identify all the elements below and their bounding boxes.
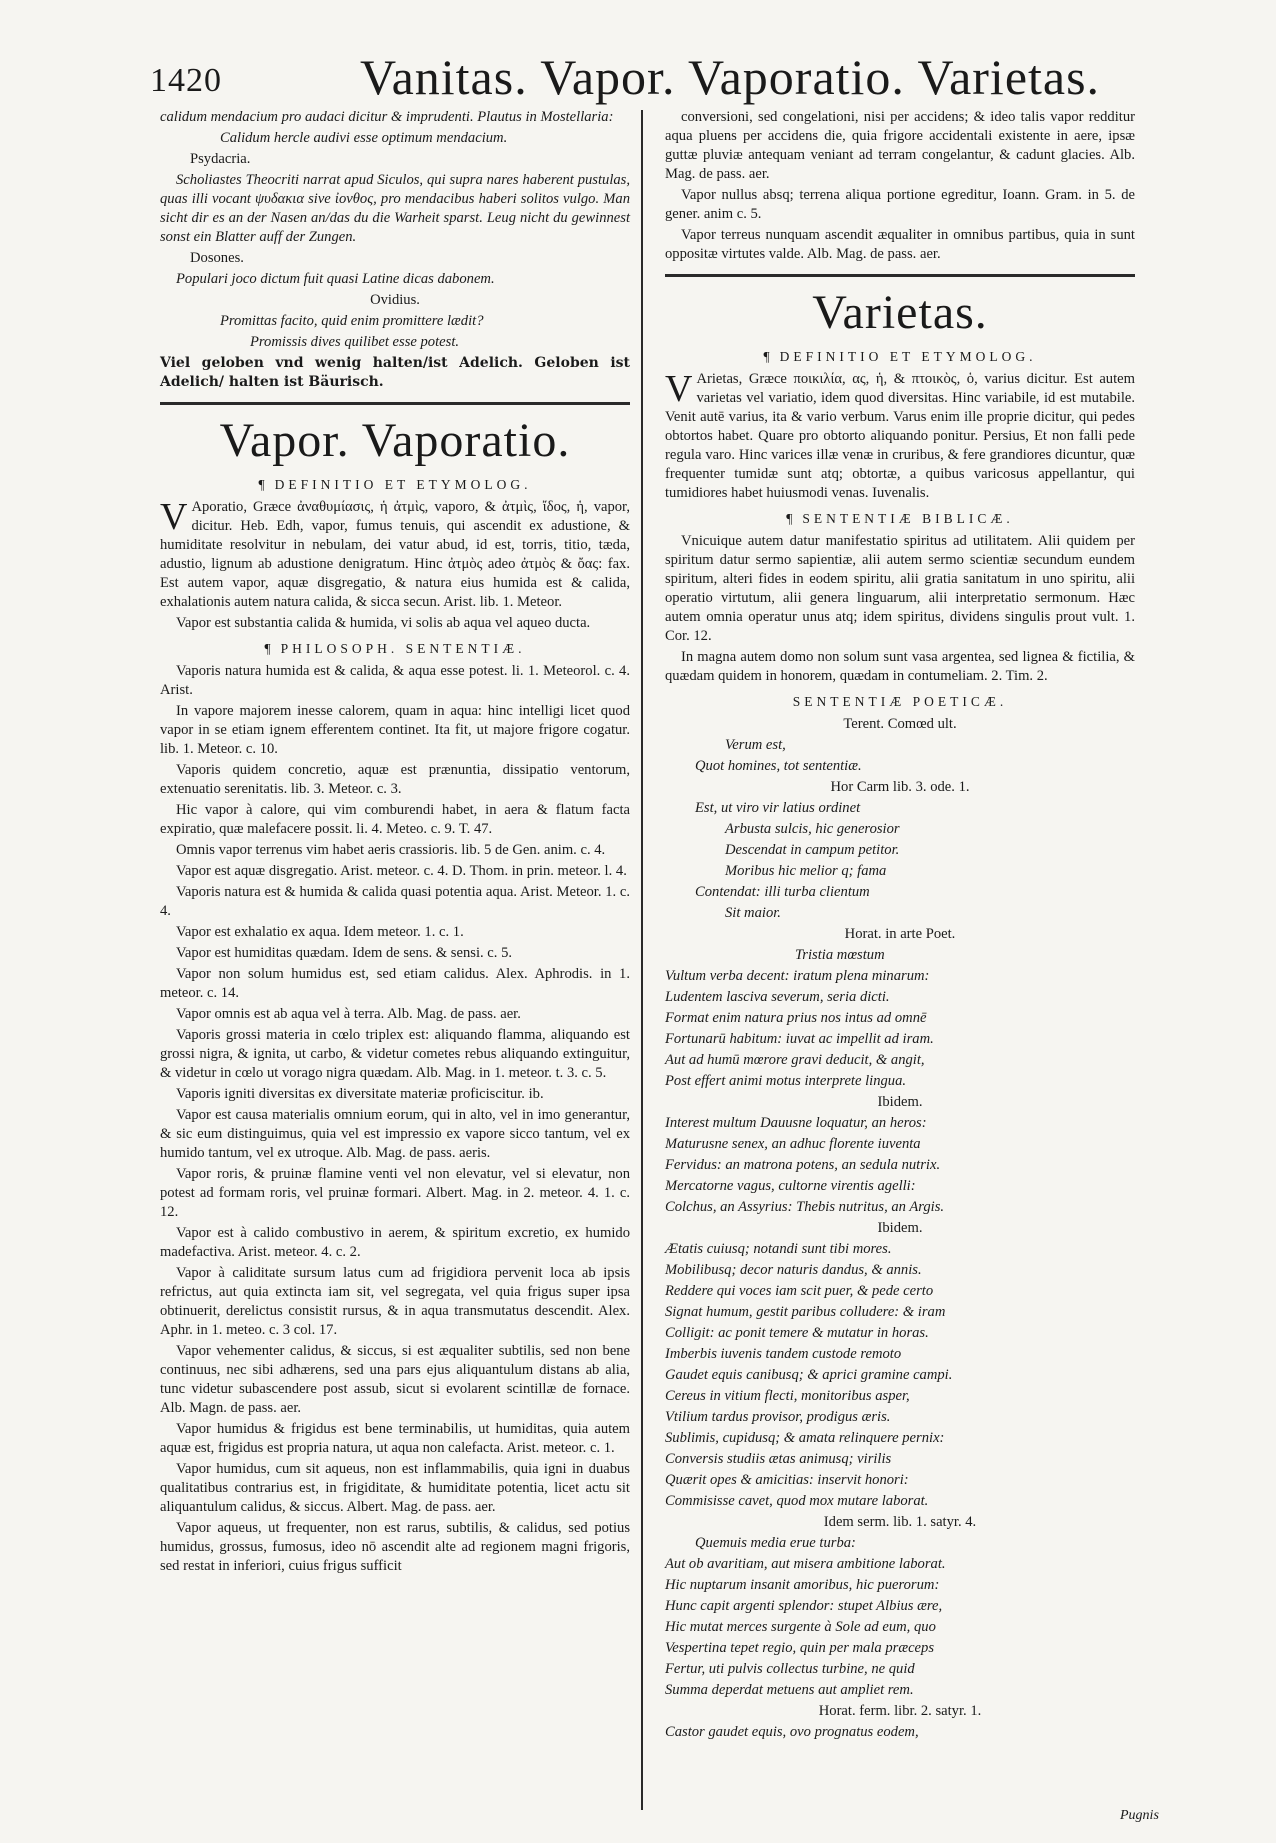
pilcrow-icon: ¶ <box>763 349 774 364</box>
biblica-paragraph: In magna autem domo non solum sunt vasa argentea, sed lignea & fictilia, & quædam quidem in honorem, quædam in contumeliam. 2. Tim. 2. <box>665 649 1135 684</box>
section-rule <box>160 402 630 405</box>
definitio-paragraph: V Aporatio, Græce ἀναθυμίασις, ἡ ἀτμὶς, vaporo, & ἀτμὶς, ἴδος, ἡ, vapor, dicitur. Heb. Edh, vapor, fumus tenuis, qui ascendit ex adustione, & humiditate resolvitur in nebulam, dei vatur abud, id est, torris, titio, tæda, adustio, lignum ab adustione denigratum. Hinc ἀτμὸς adeo ἀτμὸς & ὄας: fax. Est autem vapor, aquæ disgregatio, & natura eius humida est & calida, exhalationis autem natura calida, & sicca secun. Arist. lib. 1. Meteor. <box>160 496 630 610</box>
sententia-paragraph: Vapor humidus & frigidus est bene terminabilis, ut humiditas, quia autem aquæ est, frigidus est propria natura, ut aqua non calefacta. Arist. meteor. c. 1. <box>160 1421 630 1456</box>
text-paragraph: conversioni, sed congelationi, nisi per accidens; & ideo talis vapor redditur aqua pluens per accidens die, quia frigore accidentali existente in aere, ipsæ guttæ pluviæ antequam veniant ad terram congelantur, & cadunt glacies. Alb. Mag. de pass. aer. <box>665 109 1135 182</box>
verse-line: Ætatis cuiusq; notandi sunt tibi mores. <box>665 1241 892 1257</box>
sententia-paragraph: Vapor est exhalatio ex aqua. Idem meteor. 1. c. 1. <box>176 924 464 940</box>
verse-line: Signat humum, gestit paribus colludere: & iram <box>665 1304 946 1320</box>
sententia-paragraph: Vaporis natura humida est & calida, & aqua esse potest. li. 1. Meteorol. c. 4. Arist. <box>160 663 630 698</box>
catchword: Pugnis <box>1120 1808 1159 1823</box>
verse-line: Quemuis media erue turba: <box>695 1535 856 1551</box>
text-line: Ovidius. <box>370 292 420 308</box>
subheading-poeticae: SENTENTIÆ POETICÆ. <box>792 694 1008 709</box>
verse-line: Hic nuptarum insanit amoribus, hic puerorum: <box>665 1577 940 1593</box>
text-line: Calidum hercle audivi esse optimum mendacium. <box>220 130 508 146</box>
text-line: Populari joco dictum fuit quasi Latine dicas dabonem. <box>176 271 495 287</box>
verse-line: Sit maior. <box>725 905 781 921</box>
sententia-paragraph: Omnis vapor terrenus vim habet aeris crassioris. lib. 5 de Gen. anim. c. 4. <box>176 842 606 858</box>
verse-line: Gaudet equis canibusq; & aprici gramine campi. <box>665 1367 953 1383</box>
verse-line: Sublimis, cupidusq; & amata relinquere pernix: <box>665 1430 945 1446</box>
verse-line: Vtilium tardus provisor, prodigus æris. <box>665 1409 891 1425</box>
verse-line: Commisisse cavet, quod mox mutare laborat. <box>665 1493 929 1509</box>
sententia-paragraph: Hic vapor à calore, qui vim comburendi habet, in aera & flatum facta expiratio, quæ malefacere possit. li. 4. Meteo. c. 9. T. 47. <box>160 802 630 837</box>
sententia-paragraph: Vaporis quidem concretio, aquæ est prænuntia, dissipatio ventorum, extenuatio serenitatis. lib. 3. Meteor. c. 3. <box>160 762 630 797</box>
text-line: Scholiastes Theocriti narrat apud Siculos, qui supra nares haberent pustulas, quas illi vocant ψυδακια sive ἰονθος, pro mendacibus haberi solitos vulgo. Man sicht dir es an der Nasen an/das du die Warheit sparst. Leug nicht du gewinnest sonst ein Blatter auff der Zungen. <box>160 172 630 245</box>
column-divider <box>641 110 643 1810</box>
verse-line: Aut ad humū mœrore gravi deducit, & angit, <box>665 1052 925 1068</box>
subheading-philosoph: ¶ PHILOSOPH. SENTENTIÆ. <box>264 641 526 656</box>
sententia-paragraph: Vaporis natura est & humida & calida quasi potentia aqua. Arist. Meteor. 1. c. 4. <box>160 884 630 919</box>
left-column <box>160 108 630 1578</box>
verse-line: Idem serm. lib. 1. satyr. 4. <box>823 1514 977 1530</box>
verse-line: Tristia mœstum <box>795 947 885 963</box>
sententiae-poeticae <box>665 715 1135 1742</box>
verse-line: Castor gaudet equis, ovo prognatus eodem, <box>665 1724 919 1740</box>
sententia-paragraph: Vaporis igniti diversitas ex diversitate materiæ proficiscitur. ib. <box>176 1086 544 1102</box>
verse-line: Reddere qui voces iam scit puer, & pede certo <box>665 1283 934 1299</box>
philosoph-sententiae <box>160 662 630 1576</box>
verse-line: Conversis studiis ætas animusq; virilis <box>665 1451 892 1467</box>
pilcrow-icon: ¶ <box>786 511 797 526</box>
verse-line: Interest multum Dauusne loquatur, an heros: <box>665 1115 927 1131</box>
text-line: Psydacria. <box>190 151 251 167</box>
sententia-paragraph: Vapor est à calido combustivo in aerem, & spiritum excretio, ex humido madefactiva. Arist. meteor. 4. c. 2. <box>160 1225 630 1260</box>
verse-line: Colchus, an Assyrius: Thebis nutritus, an Argis. <box>665 1199 945 1215</box>
sententia-paragraph: Vapor non solum humidus est, sed etiam calidus. Alex. Aphrodis. in 1. meteor. c. 14. <box>160 966 630 1001</box>
sententia-paragraph: In vapore majorem inesse calorem, quam in aqua: hinc intelligi licet quod vapor in se etiam ignem efferentem continet. Ita fit, ut majore frigore cogatur. lib. 1. Meteor. c. 10. <box>160 703 630 757</box>
verse-line: Ibidem. <box>877 1094 923 1110</box>
drop-cap: V <box>160 496 188 538</box>
varietas-definitio: V Arietas, Græce ποικιλία, ας, ἡ, & πτοικὸς, ὁ, varius dicitur. Est autem varietas vel variatio, idem quod diversitas. Hinc variabile, id est mutabile. Venit autē varius, ita & vario verbum. Varus enim ille proprie dicitur, qui pedes obtortos habet. Quare pro obtorto aliquando ponitur. Persius, Et non falli pede regula varo. Hinc varices illæ venæ in cruribus, & fere grandiores dicuntur, quæ frequenter tumidæ sunt atq; obtortæ, a quibus varicosus appellantur, qui tumidiores habet huiusmodi venas. Iuvenalis. <box>665 368 1135 501</box>
verse-line: Fertur, uti pulvis collectus turbine, ne quid <box>665 1661 915 1677</box>
verse-line: Cereus in vitium flecti, monitoribus asper, <box>665 1388 910 1404</box>
verse-line: Quot homines, tot sententiæ. <box>695 758 862 774</box>
right-top-text <box>665 108 1135 264</box>
verse-line: Horat. ferm. libr. 2. satyr. 1. <box>818 1703 982 1719</box>
verse-line: Hunc capit argenti splendor: stupet Albius ære, <box>665 1598 943 1614</box>
verse-line: Vultum verba decent: iratum plena minarum: <box>665 968 930 984</box>
verse-line: Moribus hic melior q; fama <box>725 863 887 879</box>
verse-line: Imberbis iuvenis tandem custode remoto <box>665 1346 902 1362</box>
sententia-paragraph: Vapor omnis est ab aqua vel à terra. Alb. Mag. de pass. aer. <box>176 1006 521 1022</box>
verse-line: Vespertina tepet regio, quin per mala præceps <box>665 1640 935 1656</box>
sententia-paragraph: Vapor vehementer calidus, & siccus, si est æqualiter subtilis, sed non bene continuus, nec sibi adhærens, sed una pars ejus aliquantulum distans ab alia, tunc videtur subascendere post assub, sicut si evolarent scintillæ de fornace. Alb. Magn. de pass. aer. <box>160 1343 630 1416</box>
section-rule <box>665 274 1135 277</box>
verse-line: Ibidem. <box>877 1220 923 1236</box>
verse-line: Descendat in campum petitor. <box>725 842 900 858</box>
drop-cap: V <box>665 368 693 410</box>
definitio-paragraph: Vapor est substantia calida & humida, vi solis ab aqua vel aqueo ducta. <box>176 615 591 631</box>
verse-line: Hic mutat merces surgente à Sole ad eum, quo <box>665 1619 936 1635</box>
section-title-varietas: Varietas. <box>812 286 988 339</box>
text-paragraph: Vapor terreus nunquam ascendit æqualiter in omnibus partibus, quia in sunt oppositæ virtutes valde. Alb. Mag. de pass. aer. <box>665 227 1135 262</box>
verse-line: Contendat: illi turba clientum <box>695 884 870 900</box>
verse-line: Verum est, <box>725 737 786 753</box>
sententia-paragraph: Vapor à caliditate sursum latus cum ad frigidiora pervenit loca ab ipsis refrictus, aut quia extincta iam sit, vel segregata, vel quia frigus super ipsa obtinuerit, derelictus consistit rursus, & in aqua transmutatus descendit. Alex. Aphr. in 1. meteo. c. 3 col. 17. <box>160 1265 630 1338</box>
subheading-definitio: ¶ DEFINITIO ET ETYMOLOG. <box>763 349 1037 364</box>
verse-line: Quærit opes & amicitias: inservit honori: <box>665 1472 909 1488</box>
verse-line: Hor Carm lib. 3. ode. 1. <box>830 779 970 795</box>
sententia-paragraph: Vapor humidus, cum sit aqueus, non est inflammabilis, quia igni in duabus qualitatibus contrarius est, in frigiditate, & humiditate potentia, licet actu sit aliquantulum calidus, & siccus. Albert. Mag. de pass. aer. <box>160 1461 630 1515</box>
verse-line: Fervidus: an matrona potens, an sedula nutrix. <box>665 1157 941 1173</box>
text-line: Dosones. <box>190 250 244 266</box>
text-line: Promissis dives quilibet esse potest. <box>250 334 460 350</box>
left-top-text <box>160 108 630 392</box>
right-column <box>665 108 1135 1744</box>
verse-line: Mercatorne vagus, cultorne virentis agelli: <box>665 1178 916 1194</box>
sententia-paragraph: Vaporis grossi materia in cœlo triplex est: aliquando flamma, aliquando est grossi nigra, & ignita, ut carbo, & videtur cometes rebus aliquando extinguitur, & videtur in cœlo ut vorago nigra quædam. Alb. Mag. in 1. meteor. t. 3. c. 5. <box>160 1027 630 1081</box>
subheading-biblicae: ¶ SENTENTIÆ BIBLICÆ. <box>786 511 1014 526</box>
text-paragraph: Vapor nullus absq; terrena aliqua portione egreditur, Ioann. Gram. in 5. de gener. anim c. 5. <box>665 187 1135 222</box>
sententia-paragraph: Vapor est humiditas quædam. Idem de sens. & sensi. c. 5. <box>176 945 513 961</box>
text-line: calidum mendacium pro audaci dicitur & imprudenti. Plautus in Mostellaria: <box>160 109 614 125</box>
verse-line: Format enim natura prius nos intus ad omnē <box>665 1010 927 1026</box>
verse-line: Fortunarū habitum: iuvat ac impellit ad iram. <box>665 1031 934 1047</box>
verse-line: Maturusne senex, an adhuc florente iuventa <box>665 1136 921 1152</box>
verse-line: Aut ob avaritiam, aut misera ambitione laborat. <box>665 1556 946 1572</box>
text-line: Promittas facito, quid enim promittere lædit? <box>220 313 484 329</box>
verse-line: Mobilibusq; decor naturis dandus, & annis. <box>665 1262 922 1278</box>
verse-line: Terent. Comœd ult. <box>843 716 957 732</box>
text-line: Viel geloben vnd wenig halten/ist Adelich. Geloben ist Adelich/ halten ist Bäurisch. <box>160 355 630 390</box>
verse-line: Summa deperdat metuens aut ampliet rem. <box>665 1682 914 1698</box>
verse-line: Est, ut viro vir latius ordinet <box>695 800 861 816</box>
sententia-paragraph: Vapor aqueus, ut frequenter, non est rarus, subtilis, & calidus, sed potius humidus, grossus, fumosus, ideo nō ascendit alte ad regionem magni frigoris, sed restat in inferiori, cuius frigus sufficit <box>160 1520 630 1574</box>
page-number: 1420 <box>150 62 222 99</box>
definitio-text <box>160 498 630 633</box>
sententia-paragraph: Vapor roris, & pruinæ flamine venti vel non elevatur, vel si elevatur, non potest ad formam roris, vel pruinæ formari. Albert. Mag. in 2. meteor. 4. 1. c. 12. <box>160 1166 630 1220</box>
verse-line: Colligit: ac ponit temere & mutatur in horas. <box>665 1325 929 1341</box>
subheading-definitio: ¶ DEFINITIO ET ETYMOLOG. <box>258 477 532 492</box>
running-title: Vanitas. Vapor. Vaporatio. Varietas. <box>360 49 1101 105</box>
verse-line: Post effert animi motus interprete lingua. <box>665 1073 907 1089</box>
pilcrow-icon: ¶ <box>264 641 275 656</box>
section-title-vapor: Vapor. Vaporatio. <box>219 414 571 467</box>
sententia-paragraph: Vapor est aquæ disgregatio. Arist. meteor. c. 4. D. Thom. in prin. meteor. l. 4. <box>176 863 627 879</box>
pilcrow-icon: ¶ <box>258 477 269 492</box>
sententiae-biblicae <box>665 532 1135 686</box>
verse-line: Arbusta sulcis, hic generosior <box>725 821 900 837</box>
verse-line: Ludentem lasciva severum, seria dicti. <box>665 989 890 1005</box>
sententia-paragraph: Vapor est causa materialis omnium eorum, qui in alto, vel in imo generantur, & sic eum distinguimus, quia vel est impressio ex vapore sicco tantum, vel ex humido tantum, vel ex utroque. Alb. Mag. de pass. aeris. <box>160 1107 630 1161</box>
biblica-paragraph: Vnicuique autem datur manifestatio spiritus ad utilitatem. Alii quidem per spiritum datur sermo sapientiæ, alii autem sermo scientiæ secundum eundem spiritum, alteri fides in eodem spiritu, alii gratia sanitatum in uno spiritu, alii operatio virtutum, alii genera linguarum, alii interpretatio sermonum. Hæc autem omnia operatur unus atq; idem spiritus, dividens singulis prout vult. 1. Cor. 12. <box>665 533 1135 644</box>
verse-line: Horat. in arte Poet. <box>844 926 956 942</box>
